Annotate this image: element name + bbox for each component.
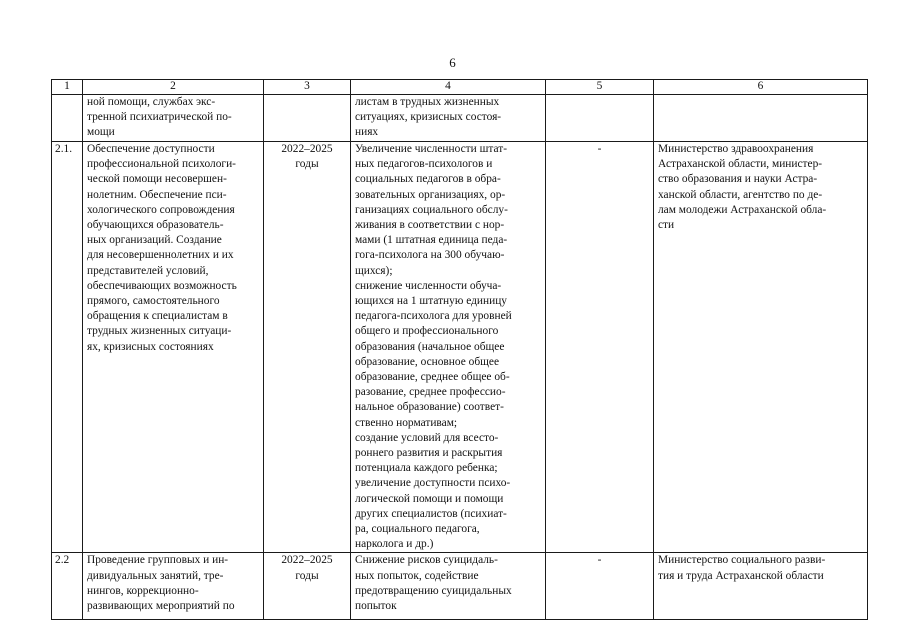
column-header: 2 xyxy=(83,80,264,95)
period-cell: 2022–2025 годы xyxy=(264,142,351,553)
column-header: 6 xyxy=(654,80,868,95)
funding-cell: - xyxy=(546,142,654,553)
page-number: 6 xyxy=(449,55,456,70)
column-header: 3 xyxy=(264,80,351,95)
responsible-cell xyxy=(654,95,868,142)
funding-cell: - xyxy=(546,553,654,620)
period-cell: 2022–2025 годы xyxy=(264,553,351,620)
row-number-cell: 2.2 xyxy=(52,553,83,620)
column-header: 4 xyxy=(351,80,546,95)
table-row xyxy=(52,553,868,620)
responsible-cell: Министерство социального разви- тия и труда Астраханской области xyxy=(654,553,868,620)
measures-table xyxy=(51,79,868,620)
table-row xyxy=(52,95,868,142)
period-cell xyxy=(264,95,351,142)
activity-cell: ной помощи, службах экс- тренной психиатрической по- мощи xyxy=(83,95,264,142)
activity-cell: Обеспечение доступности профессиональной психологи- ческой помощи несовершен- нолетним. Обеспечение пси- хологического сопровождения обучающихся образователь- ных организаций. Создание для несовершеннолетних и их представителей условий, обеспечивающих возможность прямого, самостоятельного обращения к специалистам в трудных жизненных ситуаци- ях, кризисных состояниях xyxy=(83,142,264,553)
column-header: 5 xyxy=(546,80,654,95)
row-number-cell: 2.1. xyxy=(52,142,83,553)
responsible-cell: Министерство здравоохранения Астраханской области, министер- ство образования и науки Астра- ханской области, агентство по де- лам молодежи Астраханской обла- сти xyxy=(654,142,868,553)
table-header-row xyxy=(52,80,868,95)
result-cell: листам в трудных жизненных ситуациях, кризисных состоя- ниях xyxy=(351,95,546,142)
table-row xyxy=(52,142,868,553)
result-cell: Снижение рисков суицидаль- ных попыток, содействие предотвращению суицидальных попыток xyxy=(351,553,546,620)
result-cell: Увеличение численности штат- ных педагогов-психологов и социальных педагогов в обра- зовательных организациях, ор- ганизациях социального обслу- живания в соответствии с нор- мами (1 штатная единица педа- гога-психолога на 300 обучаю- щихся); снижение численности обуча- ющихся на 1 штатную единицу педагога-психолога для уровней общего и профессионального образования (начальное общее образование, основное общее образование, среднее общее об- разование, среднее профессио- нальное образование) соответ- ственно нормативам; создание условий для всесто- роннего развития и раскрытия потенциала каждого ребенка; увеличение доступности психо- логической помощи и помощи других специалистов (психиат- ра, социального педагога, нарколога и др.) xyxy=(351,142,546,553)
activity-cell: Проведение групповых и ин- дивидуальных занятий, тре- нингов, коррекционно- развивающих мероприятий по xyxy=(83,553,264,620)
funding-cell xyxy=(546,95,654,142)
column-header: 1 xyxy=(52,80,83,95)
row-number-cell xyxy=(52,95,83,142)
